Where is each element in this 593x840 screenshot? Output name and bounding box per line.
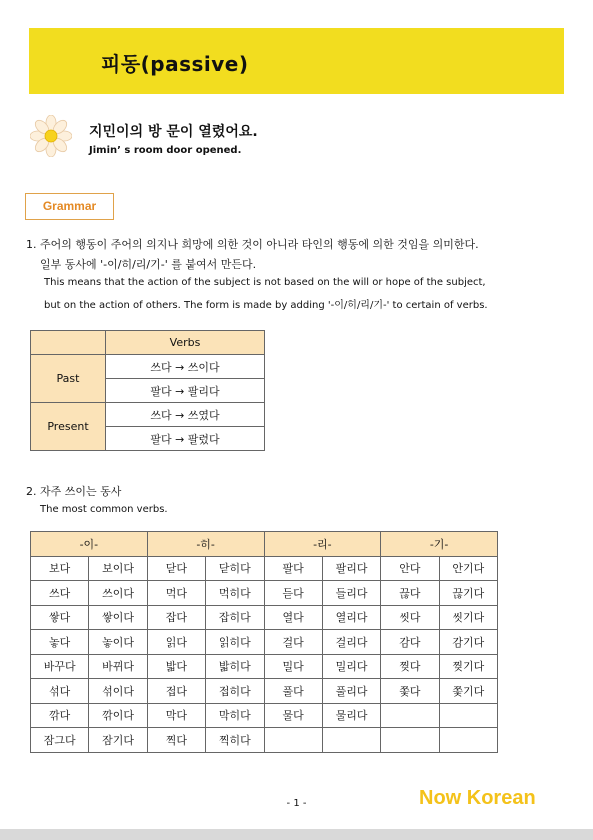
table-row <box>31 728 498 753</box>
table-cell: 안기다 <box>439 556 497 581</box>
table-cell <box>439 703 497 728</box>
table-cell: 팔리다 <box>322 556 380 581</box>
table-cell <box>322 728 380 753</box>
table-cell: 깎이다 <box>89 703 147 728</box>
table-cell: 쓰이다 <box>89 581 147 606</box>
table-cell: 씻기다 <box>439 605 497 630</box>
section1-korean-line1: 1. 주어의 행동이 주어의 의지나 희망에 의한 것이 아니라 타인의 행동에 의한 것임을 의미한다. <box>26 238 479 251</box>
past-verb: 팔다 → 팔리다 <box>106 379 265 403</box>
table-cell: 밟다 <box>147 654 205 679</box>
column-header: -히- <box>147 532 264 557</box>
table-cell: 닫히다 <box>206 556 264 581</box>
table-cell <box>381 703 439 728</box>
page-number: - 1 - <box>286 798 307 809</box>
table-cell: 밟히다 <box>206 654 264 679</box>
past-label: Past <box>31 355 106 403</box>
table-cell: 잠기다 <box>89 728 147 753</box>
table-cell: 물리다 <box>322 703 380 728</box>
present-label: Present <box>31 403 106 451</box>
table-cell: 읽다 <box>147 630 205 655</box>
table-cell: 쌓이다 <box>89 605 147 630</box>
table-cell: 막다 <box>147 703 205 728</box>
table-cell <box>439 728 497 753</box>
table-cell: 바뀌다 <box>89 654 147 679</box>
table-cell: 보다 <box>31 556 89 581</box>
table-cell: 씻다 <box>381 605 439 630</box>
table-cell: 보이다 <box>89 556 147 581</box>
table-cell: 막히다 <box>206 703 264 728</box>
table-cell: 감기다 <box>439 630 497 655</box>
table-cell: 걸다 <box>264 630 322 655</box>
table-cell: 닫다 <box>147 556 205 581</box>
table-cell: 쫓다 <box>381 679 439 704</box>
verbs-table <box>30 330 265 451</box>
section1-english-line1: This means that the action of the subject is not based on the will or hope of the subject, <box>44 277 486 288</box>
present-verb: 팔다 → 팔렸다 <box>106 427 265 451</box>
table-cell: 안다 <box>381 556 439 581</box>
table-cell: 끊다 <box>381 581 439 606</box>
page-title: 피동(passive) <box>101 52 249 76</box>
verbs-table-corner <box>31 331 106 355</box>
table-cell: 밀다 <box>264 654 322 679</box>
table-cell: 밀리다 <box>322 654 380 679</box>
table-cell: 깎다 <box>31 703 89 728</box>
table-cell: 쌓다 <box>31 605 89 630</box>
table-row <box>31 605 498 630</box>
table-cell: 찍다 <box>147 728 205 753</box>
section1-english-line2: but on the action of others. The form is made by adding '-이/히/리/기-' to certain of verbs. <box>44 300 488 311</box>
table-cell: 읽히다 <box>206 630 264 655</box>
table-cell: 찢다 <box>381 654 439 679</box>
verbs-header: Verbs <box>106 331 265 355</box>
table-cell: 듣다 <box>264 581 322 606</box>
table-cell: 접다 <box>147 679 205 704</box>
table-cell: 놓다 <box>31 630 89 655</box>
title-bar <box>29 28 564 94</box>
table-cell: 먹히다 <box>206 581 264 606</box>
brand-logo: Now Korean <box>419 787 536 809</box>
column-header: -리- <box>264 532 381 557</box>
table-cell: 놓이다 <box>89 630 147 655</box>
past-verb: 쓰다 → 쓰이다 <box>106 355 265 379</box>
table-cell: 잡히다 <box>206 605 264 630</box>
section1-korean-line2: 일부 동사에 '-이/히/리/기-' 를 붙여서 만든다. <box>40 258 257 271</box>
table-cell: 열리다 <box>322 605 380 630</box>
table-cell: 팔다 <box>264 556 322 581</box>
table-cell: 섞다 <box>31 679 89 704</box>
table-cell: 쫓기다 <box>439 679 497 704</box>
table-row <box>31 556 498 581</box>
flower-icon <box>30 115 72 157</box>
table-cell: 찢기다 <box>439 654 497 679</box>
table-cell: 풀리다 <box>322 679 380 704</box>
table-cell: 접히다 <box>206 679 264 704</box>
column-header: -이- <box>31 532 148 557</box>
table-row <box>31 630 498 655</box>
grammar-label: Grammar <box>25 193 114 220</box>
table-row <box>31 581 498 606</box>
table-cell: 열다 <box>264 605 322 630</box>
table-cell: 섞이다 <box>89 679 147 704</box>
table-cell: 풀다 <box>264 679 322 704</box>
table-cell: 잠그다 <box>31 728 89 753</box>
table-cell <box>381 728 439 753</box>
table-cell: 쓰다 <box>31 581 89 606</box>
table-cell: 끊기다 <box>439 581 497 606</box>
table-cell: 찍히다 <box>206 728 264 753</box>
example-sentence-english: Jimin’ s room door opened. <box>89 145 242 156</box>
table-cell: 들리다 <box>322 581 380 606</box>
table-row <box>31 679 498 704</box>
table-cell: 잡다 <box>147 605 205 630</box>
table-cell: 감다 <box>381 630 439 655</box>
example-sentence-korean: 지민이의 방 문이 열렸어요. <box>89 124 258 140</box>
table-cell: 바꾸다 <box>31 654 89 679</box>
table-cell <box>264 728 322 753</box>
table-row <box>31 654 498 679</box>
table-row <box>31 703 498 728</box>
common-verbs-table <box>30 531 498 753</box>
table-cell: 물다 <box>264 703 322 728</box>
table-cell: 걸리다 <box>322 630 380 655</box>
present-verb: 쓰다 → 쓰였다 <box>106 403 265 427</box>
table-cell: 먹다 <box>147 581 205 606</box>
column-header: -기- <box>381 532 498 557</box>
section2-english: The most common verbs. <box>40 504 168 515</box>
bottom-bar <box>0 829 593 840</box>
section2-korean: 2. 자주 쓰이는 동사 <box>26 485 122 498</box>
